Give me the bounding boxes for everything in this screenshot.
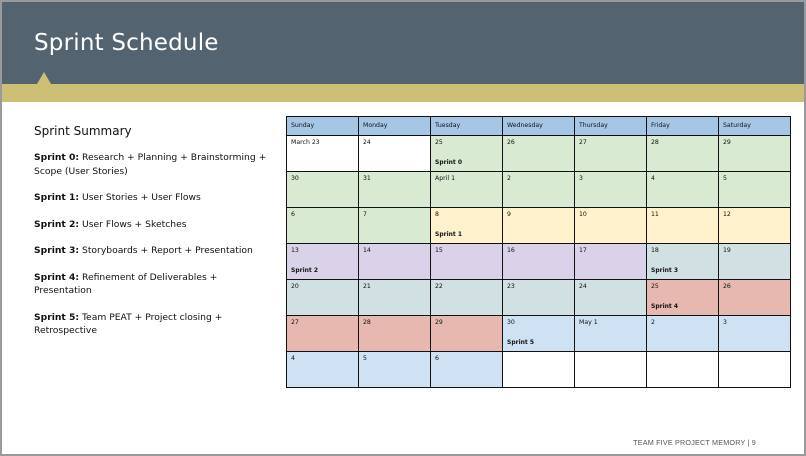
slide-footer: TEAM FIVE PROJECT MEMORY | 9 [633, 438, 756, 447]
calendar-day-cell [575, 316, 647, 352]
sprint-calendar [286, 116, 791, 388]
day-number: 25 [435, 139, 443, 146]
calendar-day-cell [647, 352, 719, 388]
calendar-day-cell [647, 172, 719, 208]
weekday-header-row [287, 117, 791, 136]
sprint-description: Research + Planning + Brainstorming + Scope (User Stories) [34, 152, 267, 177]
calendar-day-cell [719, 136, 791, 172]
day-number: 6 [435, 355, 439, 362]
calendar-day-cell [719, 316, 791, 352]
weekday-header-monday: Monday [359, 117, 431, 136]
sprint-start-tag: Sprint 3 [651, 267, 679, 274]
calendar-day-cell [359, 316, 431, 352]
sprint-summary [34, 124, 274, 351]
day-number: 7 [363, 211, 367, 218]
calendar-day-cell [287, 208, 359, 244]
calendar-week-row [287, 280, 791, 316]
calendar-day-cell [719, 352, 791, 388]
day-number: 25 [651, 283, 659, 290]
sprint-summary-item [34, 151, 274, 178]
calendar-day-cell [719, 208, 791, 244]
calendar-day-cell [431, 136, 503, 172]
sprint-label: Sprint 1: [34, 192, 80, 203]
sprint-description: Refinement of Deliverables + Presentation [34, 271, 218, 296]
calendar-day-cell [719, 280, 791, 316]
calendar-day-cell [575, 208, 647, 244]
day-number: 4 [291, 355, 295, 362]
day-number: 8 [435, 211, 439, 218]
sprint-label: Sprint 0: [34, 152, 80, 163]
calendar-week-row [287, 136, 791, 172]
calendar-day-cell [431, 316, 503, 352]
day-number: 24 [579, 283, 587, 290]
calendar-day-cell [287, 136, 359, 172]
sprint-description: User Stories + User Flows [79, 192, 201, 203]
calendar-day-cell [287, 316, 359, 352]
sprint-label: Sprint 2: [34, 218, 80, 230]
day-number: 23 [507, 283, 515, 290]
sprint-start-tag: Sprint 2 [291, 267, 319, 274]
calendar-day-cell [647, 208, 719, 244]
sprint-summary-item [34, 311, 274, 338]
day-number: 28 [363, 319, 371, 326]
calendar-day-cell [719, 172, 791, 208]
weekday-header-wednesday: Wednesday [503, 117, 575, 136]
calendar-day-cell [647, 280, 719, 316]
calendar-day-cell [287, 172, 359, 208]
day-number: 27 [579, 139, 587, 146]
day-number: 3 [579, 175, 583, 182]
calendar-day-cell [359, 352, 431, 388]
calendar-day-cell [359, 280, 431, 316]
slide-title: Sprint Schedule [34, 30, 219, 56]
weekday-header-thursday: Thursday [575, 117, 647, 136]
calendar-day-cell [503, 244, 575, 280]
sprint-summary-list [34, 151, 274, 338]
calendar-day-cell [503, 208, 575, 244]
sprint-summary-item [34, 271, 274, 298]
day-number: 13 [291, 247, 299, 254]
sprint-description: Storyboards + Report + Presentation [79, 245, 253, 256]
title-header [2, 2, 804, 84]
calendar-day-cell [359, 172, 431, 208]
day-number: 22 [435, 283, 443, 290]
day-number: 2 [507, 175, 511, 182]
calendar-day-cell [359, 136, 431, 172]
calendar-day-cell [503, 136, 575, 172]
calendar-day-cell [575, 244, 647, 280]
calendar-day-cell [503, 316, 575, 352]
day-number: 12 [723, 211, 731, 218]
day-number: 9 [507, 211, 511, 218]
calendar-day-cell [287, 280, 359, 316]
calendar-week-row [287, 172, 791, 208]
calendar-day-cell [503, 280, 575, 316]
calendar-day-cell [503, 352, 575, 388]
day-number: 24 [363, 139, 371, 146]
day-number: 18 [651, 247, 659, 254]
calendar-day-cell [431, 208, 503, 244]
day-number: 28 [651, 139, 659, 146]
calendar-day-cell [575, 352, 647, 388]
calendar-day-cell [287, 244, 359, 280]
calendar-day-cell [431, 352, 503, 388]
day-number: May 1 [579, 319, 598, 326]
day-number: 5 [723, 175, 727, 182]
day-number: 26 [507, 139, 515, 146]
calendar-week-row [287, 316, 791, 352]
day-number: 4 [651, 175, 655, 182]
day-number: 15 [435, 247, 443, 254]
calendar-day-cell [431, 280, 503, 316]
day-number: 21 [363, 283, 371, 290]
calendar-day-cell [575, 172, 647, 208]
day-number: 16 [507, 247, 515, 254]
day-number: 14 [363, 247, 371, 254]
calendar-day-cell [719, 244, 791, 280]
sprint-start-tag: Sprint 1 [435, 231, 463, 238]
accent-band [2, 84, 804, 102]
sprint-start-tag: Sprint 0 [435, 159, 463, 166]
day-number: 20 [291, 283, 299, 290]
sprint-description: User Flows + Sketches [79, 218, 187, 230]
sprint-label: Sprint 4: [34, 271, 80, 283]
weekday-header-tuesday: Tuesday [431, 117, 503, 136]
calendar-day-cell [503, 172, 575, 208]
weekday-header-friday: Friday [647, 117, 719, 136]
day-number: March 23 [291, 139, 320, 146]
calendar-day-cell [575, 136, 647, 172]
sprint-description: Team PEAT + Project closing + Retrospective [34, 311, 223, 336]
day-number: 17 [579, 247, 587, 254]
calendar-day-cell [431, 244, 503, 280]
day-number: 11 [651, 211, 659, 218]
calendar-day-cell [431, 172, 503, 208]
sprint-summary-item [34, 191, 274, 205]
weekday-header-saturday: Saturday [719, 117, 791, 136]
calendar-day-cell [575, 280, 647, 316]
sprint-label: Sprint 5: [34, 311, 80, 323]
day-number: 19 [723, 247, 731, 254]
day-number: 26 [723, 283, 731, 290]
day-number: 27 [291, 319, 299, 326]
weekday-header-sunday: Sunday [287, 117, 359, 136]
sprint-start-tag: Sprint 5 [507, 339, 535, 346]
day-number: 3 [723, 319, 727, 326]
sprint-start-tag: Sprint 4 [651, 303, 679, 310]
calendar-week-row [287, 244, 791, 280]
day-number: 30 [507, 319, 515, 326]
sprint-summary-item [34, 244, 274, 258]
calendar-day-cell [647, 316, 719, 352]
day-number: 5 [363, 355, 367, 362]
calendar-day-cell [359, 208, 431, 244]
sprint-summary-item [34, 218, 274, 232]
calendar-day-cell [287, 352, 359, 388]
calendar-body [287, 136, 791, 388]
calendar-day-cell [647, 244, 719, 280]
sprint-label: Sprint 3: [34, 245, 80, 256]
day-number: 31 [363, 175, 371, 182]
calendar-day-cell [647, 136, 719, 172]
header-pointer [37, 72, 51, 84]
calendar-day-cell [359, 244, 431, 280]
day-number: 30 [291, 175, 299, 182]
day-number: 29 [723, 139, 731, 146]
day-number: 2 [651, 319, 655, 326]
day-number: April 1 [435, 175, 456, 182]
sprint-summary-heading: Sprint Summary [34, 124, 132, 138]
day-number: 29 [435, 319, 443, 326]
day-number: 6 [291, 211, 295, 218]
calendar-week-row [287, 352, 791, 388]
calendar-week-row [287, 208, 791, 244]
day-number: 10 [579, 211, 587, 218]
